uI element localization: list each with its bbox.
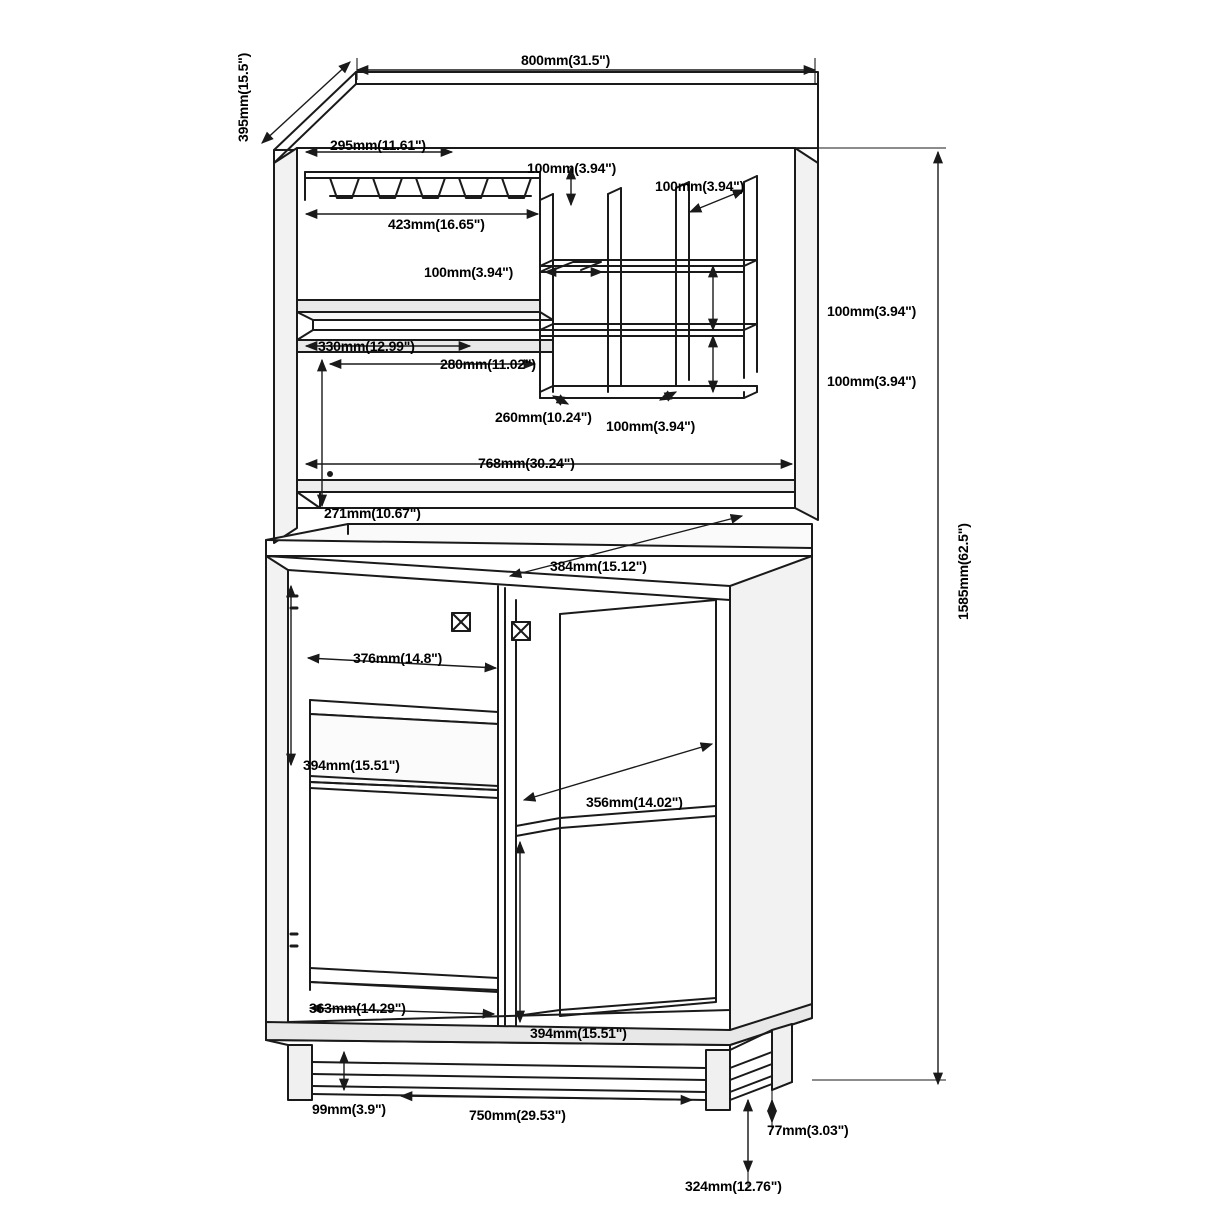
dim-base-frame-width: 750mm(29.53") — [469, 1107, 566, 1123]
dim-hutch-depth: 384mm(15.12") — [550, 558, 647, 574]
dim-hutch-shelf-height: 271mm(10.67") — [324, 505, 421, 521]
dim-overall-depth: 395mm(15.5") — [235, 52, 251, 142]
dim-bottom-shelf-width: 363mm(14.29") — [309, 1000, 406, 1016]
dim-mid-shelf-width: 280mm(11.02") — [440, 356, 536, 372]
dim-cube-depth: 100mm(3.94") — [424, 264, 514, 280]
dim-base-frame-depth: 324mm(12.76") — [685, 1178, 782, 1194]
dim-right-bay-height: 394mm(15.51") — [530, 1025, 627, 1041]
dim-cube-width-top-right: 100mm(3.94") — [655, 178, 745, 194]
dim-mid-shelf-depth: 330mm(12.99") — [318, 338, 415, 354]
dim-cube-height-lower: 100mm(3.94") — [827, 373, 917, 389]
dim-cube-height-upper: 100mm(3.94") — [827, 303, 917, 319]
dim-cube-width-top: 100mm(3.94") — [527, 160, 617, 176]
dim-hutch-shelf-width: 768mm(30.24") — [478, 455, 575, 471]
dim-base-rail-height: 77mm(3.03") — [767, 1122, 849, 1138]
dim-door-opening-width: 376mm(14.8") — [353, 650, 443, 666]
dim-right-bay-depth: 356mm(14.02") — [586, 794, 683, 810]
dim-cube-width-bottom: 100mm(3.94") — [606, 418, 696, 434]
dim-leg-height: 99mm(3.9") — [312, 1101, 386, 1117]
dim-overall-height: 1585mm(62.5") — [955, 523, 971, 620]
dim-glass-rack-width: 423mm(16.65") — [388, 216, 485, 232]
dim-top-left-shelf-width: 295mm(11.61") — [330, 137, 426, 153]
dim-overall-width: 800mm(31.5") — [521, 52, 611, 68]
dim-left-bay-height: 394mm(15.51") — [303, 757, 400, 773]
dim-lower-inner-width: 260mm(10.24") — [495, 409, 592, 425]
